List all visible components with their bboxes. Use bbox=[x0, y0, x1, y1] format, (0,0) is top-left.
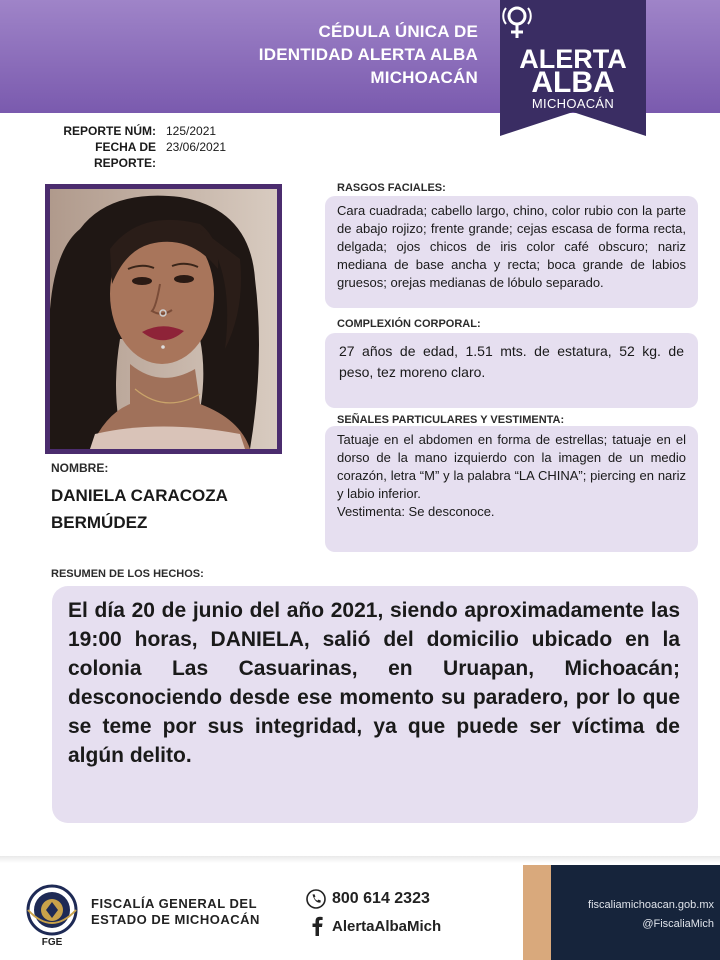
twitter-handle[interactable]: @FiscaliaMich bbox=[642, 918, 714, 930]
fge-seal-icon bbox=[25, 884, 79, 940]
body-build-text: 27 años de edad, 1.51 mts. de estatura, 52 kg. de peso, tez moreno claro. bbox=[339, 343, 684, 380]
badge-word-alba: ALBA bbox=[531, 66, 615, 99]
name-label: NOMBRE: bbox=[51, 461, 109, 475]
footer-divider bbox=[0, 856, 720, 863]
facial-features-text: Cara cuadrada; cabello largo, chino, color rubio con la parte de abajo rojizo; frente grande; cejas escasa de forma recta, delgada; ojos chicos de iris color café obscuro; nariz mediana de base ancha y recta; boca grande de labios gruesos; orejas medianas de lóbulo separado. bbox=[337, 203, 686, 290]
title-line-1: CÉDULA ÚNICA DE bbox=[318, 22, 478, 41]
report-number: 125/2021 bbox=[166, 124, 217, 138]
title-line-2: IDENTIDAD ALERTA ALBA bbox=[258, 45, 478, 64]
marks-text: Tatuaje en el abdomen en forma de estrellas; tatuaje en el dorso de la mano izquierdo con la imagen de un medio corazón, letra “M” y la palabra “LA CHINA”; piercing en nariz y labio inferior. bbox=[337, 432, 686, 501]
facial-features-label: RASGOS FACIALES: bbox=[337, 182, 446, 194]
facebook-icon bbox=[310, 916, 324, 936]
facebook-contact[interactable] bbox=[310, 916, 441, 936]
person-name-line-2: BERMÚDEZ bbox=[51, 513, 148, 532]
document-title bbox=[240, 20, 478, 89]
clothing-text: Vestimenta: Se desconoce. bbox=[337, 504, 495, 519]
org-name-line-2: ESTADO DE MICHOACÁN bbox=[91, 912, 260, 927]
report-number-label: REPORTE NÚM: bbox=[63, 124, 156, 138]
phone-contact[interactable] bbox=[306, 889, 430, 909]
report-info bbox=[34, 123, 226, 171]
badge-word-alerta: ALERTA bbox=[519, 44, 627, 74]
body-build-box bbox=[325, 333, 698, 408]
facial-features-box bbox=[325, 196, 698, 308]
report-date-label: FECHA DE REPORTE: bbox=[93, 140, 156, 170]
org-name bbox=[91, 896, 260, 928]
summary-box bbox=[52, 586, 698, 823]
org-name-line-1: FISCALÍA GENERAL DEL bbox=[91, 896, 258, 911]
website-link[interactable]: fiscaliamichoacan.gob.mx bbox=[588, 899, 714, 911]
summary-text: El día 20 de junio del año 2021, siendo aproximadamente las 19:00 horas, DANIELA, salió del domicilio ubicado en la colonia Las Casuarinas, en Uruapan, Michoacán; desconociendo desde ese momento su paradero, por lo que se teme por sus integridad, ya que puede ser víctima de algún delito. bbox=[68, 599, 680, 767]
fge-acronym: FGE bbox=[41, 937, 63, 948]
phone-number: 800 614 2323 bbox=[332, 890, 430, 907]
marks-clothing-label: SEÑALES PARTICULARES Y VESTIMENTA: bbox=[337, 414, 565, 426]
facebook-handle: AlertaAlbaMich bbox=[332, 917, 442, 935]
body-build-label: COMPLEXIÓN CORPORAL: bbox=[337, 318, 481, 330]
title-line-3: MICHOACÁN bbox=[370, 68, 478, 87]
person-name-line-1: DANIELA CARACOZA bbox=[51, 486, 228, 505]
female-symbol-icon bbox=[500, 0, 534, 40]
photo-frame bbox=[45, 184, 282, 454]
summary-label: RESUMEN DE LOS HECHOS: bbox=[51, 568, 204, 580]
alerta-alba-badge bbox=[500, 0, 646, 136]
phone-icon bbox=[306, 889, 326, 909]
person-photo bbox=[50, 189, 277, 449]
person-name bbox=[51, 482, 291, 536]
report-date: 23/06/2021 bbox=[166, 140, 227, 154]
marks-clothing-box bbox=[325, 426, 698, 552]
badge-word-michoacan: MICHOACÁN bbox=[531, 96, 615, 111]
footer-orange-bar bbox=[523, 865, 551, 960]
web-contacts bbox=[568, 896, 714, 934]
